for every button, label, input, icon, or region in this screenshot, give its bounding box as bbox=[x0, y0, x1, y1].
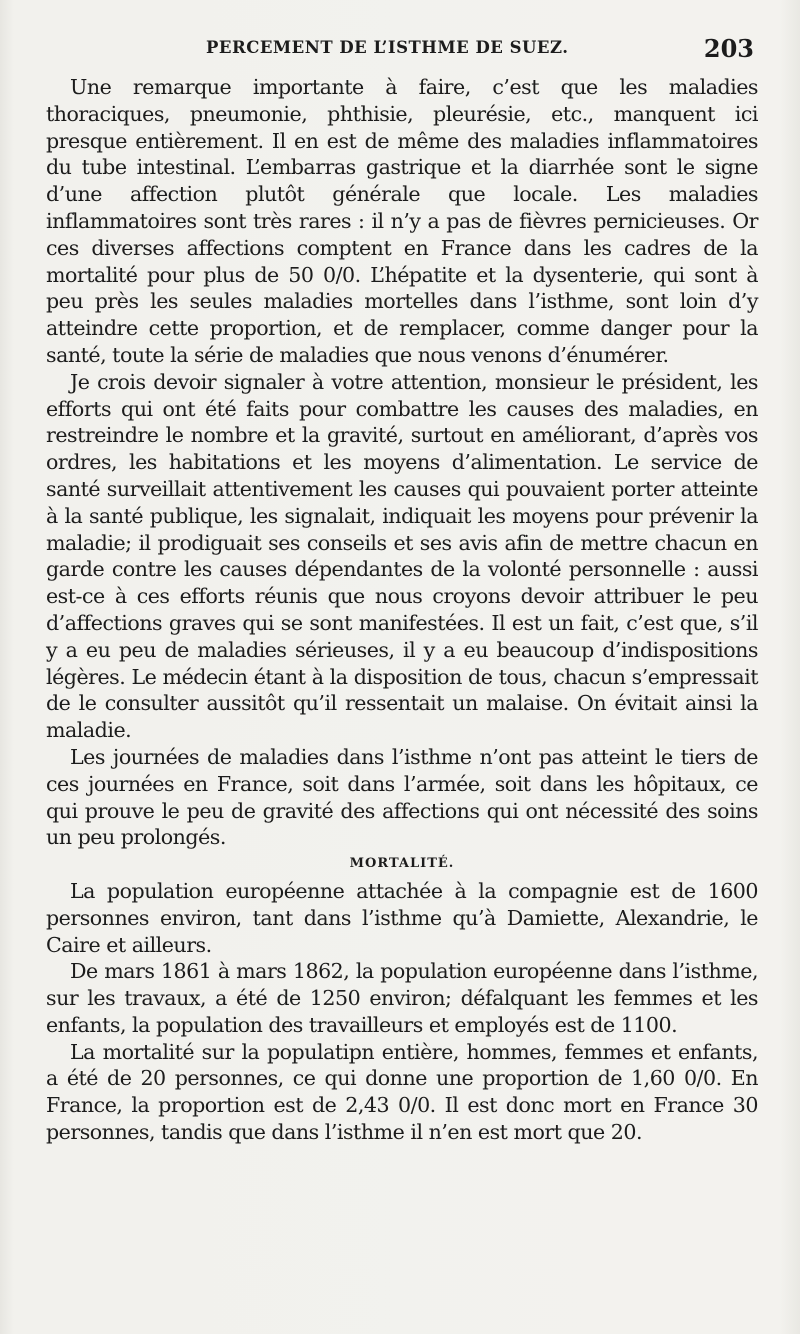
section-title: MORTALITÉ. bbox=[349, 856, 455, 872]
page-header bbox=[46, 34, 758, 68]
paragraph: Les journées de maladies dans l’isthme n’ont pas atteint le tiers de ces journées en France, soit dans l’armée, soit dans les hôpitaux, ce qui prouve le peu de gravité des affections qui ont nécessité des soins un peu prolongés. bbox=[46, 744, 758, 850]
page-body bbox=[46, 74, 758, 1146]
paragraph: La mortalité sur la populatipn entière, hommes, femmes et enfants, a été de 20 personnes, ce qui donne une proportion de 1,60 0/0. En France, la proportion est de 2,43 0/0. Il est donc mort en France 30 personnes, tandis que dans l’isthme il n’en est mort que 20. bbox=[46, 1039, 758, 1145]
paragraph: De mars 1861 à mars 1862, la population européenne dans l’isthme, sur les travaux, a été de 1250 environ; défalquant les femmes et les enfants, la population des travailleurs et employés est de 1100. bbox=[46, 959, 758, 1037]
paragraph: Je crois devoir signaler à votre attention, monsieur le président, les efforts qui ont été faits pour combattre les causes des maladies, en restreindre le nombre et la gravité, surtout en améliorant, d’après vos ordres, les habitations et les moyens d’alimentation. Le service de santé surveillait attentivement les causes qui pouvaient porter atteinte à la santé publique, les signalait, indiquait les moyens pour prévenir la maladie; il prodiguait ses conseils et ses avis afin de mettre chacun en garde contre les causes dépendantes de la volonté personnelle : aussi est-ce à ces efforts réunis que nous croyons devoir attribuer le peu d’affections graves qui se sont manifestées. Il est un fait, c’est que, s’il y a eu peu de maladies sérieuses, il y a eu beaucoup d’indispositions légères. Le médecin étant à la disposition de tous, chacun s’empressait de le consulter aussitôt qu’il ressentait un malaise. On évitait ainsi la maladie. bbox=[46, 369, 758, 743]
paragraph: La population européenne attachée à la compagnie est de 1600 personnes environ, tant dans l’isthme qu’à Damiette, Alexandrie, le Caire et ailleurs. bbox=[46, 878, 758, 957]
paragraph: Une remarque importante à faire, c’est que les maladies thoraciques, pneumonie, phthisie, pleurésie, etc., manquent ici presque entièrement. Il en est de même des maladies inflammatoires du tube intestinal. L’embarras gastrique et la diarrhée sont le signe d’une affection plutôt générale que locale. Les maladies inflammatoires sont très rares : il n’y a pas de fièvres pernicieuses. Or ces diverses affections comptent en France dans les cadres de la mortalité pour plus de 50 0/0. L’hépatite et la dysenterie, qui sont à peu près les seules maladies mortelles dans l’isthme, sont loin d’y atteindre cette proportion, et de remplacer, comme danger pour la santé, toute la série de maladies que nous venons d’énumérer. bbox=[46, 75, 758, 367]
running-head: PERCEMENT DE L’ISTHME DE SUEZ. bbox=[206, 38, 569, 57]
page-number: 203 bbox=[703, 34, 754, 63]
